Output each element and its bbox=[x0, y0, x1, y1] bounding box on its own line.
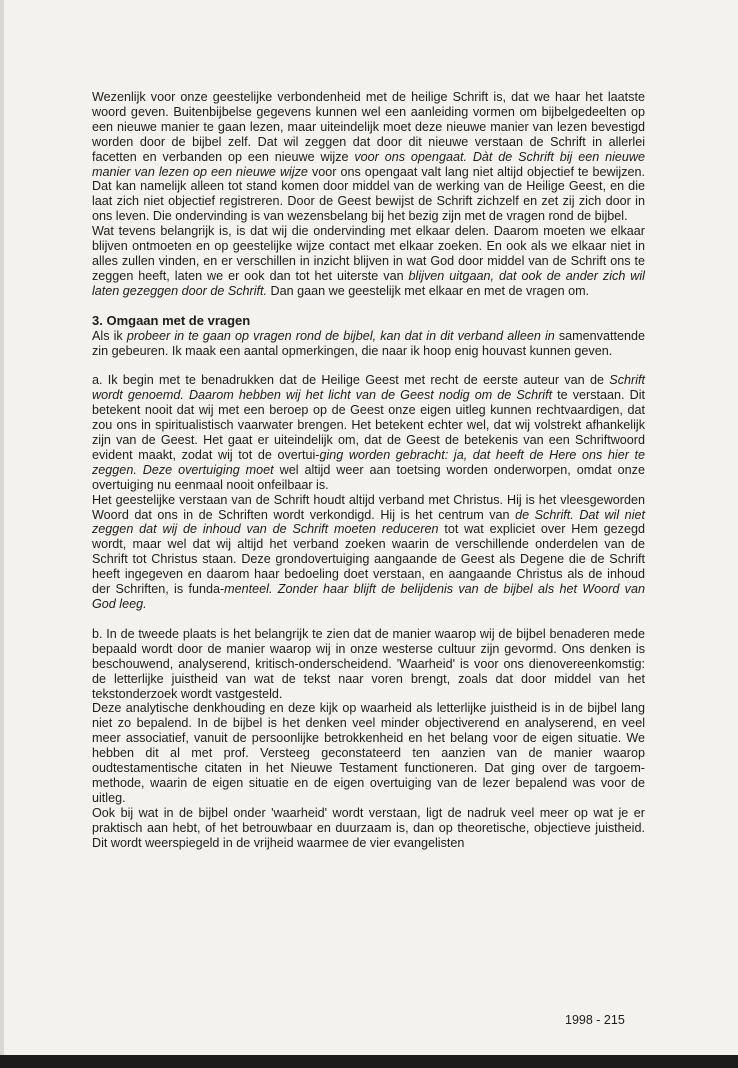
page-left-edge bbox=[0, 0, 4, 1068]
paragraph-intro-1: Wezenlijk voor onze geestelijke verbondenheid met de heilige Schrift is, dat we haar het laatste woord geven. Buitenbijbelse gegevens kunnen wel een aanleiding vormen om bijbelgedeelten op een nieuwe manier te gaan lezen, maar uiteindelijk moet deze nieuwe manier van lezen bevestigd worden door de bijbel zelf. Dat wil zeggen dat door dit nieuwe verstaan de Schrift in allerlei facetten en verbanden op een nieuwe wijze voor ons opengaat. Dàt de Schrift bij een nieuwe manier van lezen op een nieuwe wijze voor ons opengaat valt lang niet altijd objectief te bewijzen. Dat kan namelijk alleen tot stand komen door middel van de werking van de Heilige Geest, en die laat zich niet objectief registreren. Door de Geest bewijst de Schrift zichzelf en zet zij zich door in ons leven. Die ondervinding is van wezensbelang bij het bezig zijn met de vragen rond de bijbel. bbox=[92, 90, 645, 224]
section-heading: 3. Omgaan met de vragen bbox=[92, 312, 251, 328]
point-b-paragraph-3: Ook bij wat in de bijbel onder 'waarheid' wordt verstaan, ligt de nadruk veel meer op wat je er praktisch aan hebt, of het betrouwbaar en duurzaam is, dan op theoretische, objectieve juistheid. Dit wordt weerspiegeld in de vrijheid waarmee de vier evangelisten bbox=[92, 805, 645, 850]
page-number: 1998 - 215 bbox=[565, 1013, 625, 1027]
page-bottom-edge bbox=[0, 1055, 738, 1068]
section-intro: Als ik probeer in te gaan op vragen rond de bijbel, kan dat in dit verband alleen in samenvattende zin gebeuren. Ik maak een aantal opmerkingen, die naar ik hoop enig houvast kunnen geven. bbox=[92, 328, 645, 358]
point-b-paragraph-2: Deze analytische denkhouding en deze kijk op waarheid als letterlijke juistheid is in de bijbel lang niet zo bepalend. In de bijbel is het denken veel minder objectiverend en analyserend, en veel meer associatief, vanuit de persoonlijke betrokkenheid en het belang voor de eigen situatie. We hebben dit al met prof. Versteeg geconstateerd ten aanzien van de manier waarop oudtestamentische citaten in het Nieuwe Testament functioneren. Dat ging over de targoem-methode, waarin de eigen situatie en de eigen overtuiging van de lezer bepalend was voor de uitleg. bbox=[92, 701, 645, 805]
point-a-paragraph-2: Het geestelijke verstaan van de Schrift houdt altijd verband met Christus. Hij is het vleesgeworden Woord dat ons in de Schriften wordt verkondigd. Hij is het centrum van de Schrift. Dat wil niet zeggen dat wij de inhoud van de Schrift moeten reduceren tot wat expliciet over Hem gezegd wordt, maar wel dat wij altijd het verband zoeken waarin de verschillende onderdelen van de Schrift tot Christus staan. Deze grondovertuiging aangaande de Geest als Degene die de Schrift heeft ingegeven en daarom haar bedoeling doet verstaan, en aangaande Christus als de inhoud der Schriften, is funda-menteel. Zonder haar blijft de belijdenis van de bijbel als het Woord van God leeg. bbox=[92, 492, 645, 611]
point-a-paragraph-1: a. Ik begin met te benadrukken dat de Heilige Geest met recht de eerste auteur van de Schrift wordt genoemd. Daarom hebben wij het licht van de Geest nodig om de Schrift te verstaan. Dit betekent nooit dat wij met een beroep op de Geest onze eigen uitleg kunnen rechtvaardigen, dat zou ons in spiritualistisch vaarwater brengen. Het betekent echter wel, dat wij volstrekt afhankelijk zijn van de Geest. Het gaat er uiteindelijk om, dat de Geest de betekenis van een Schriftwoord evident maakt, zodat wij tot de overtui-ging worden gebracht: ja, dat heeft de Here ons hier te zeggen. Deze overtuiging moet wel altijd weer aan toetsing worden onderworpen, omdat onze overtuiging nu eenmaal nooit onfeilbaar is. bbox=[92, 373, 645, 492]
paragraph-intro-2: Wat tevens belangrijk is, is dat wij die ondervinding met elkaar delen. Daarom moeten we elkaar blijven ontmoeten en op geestelijke wijze contact met elkaar zoeken. En ook als we elkaar niet in alles zullen vinden, en er verschillen in inzicht blijven in wat God door middel van de Schrift ons te zeggen heeft, laten we er ook dan tot het uiterste van blijven uitgaan, dat ook de ander zich wil laten gezeggen door de Schrift. Dan gaan we geestelijk met elkaar en met de vragen om. bbox=[92, 224, 645, 298]
point-b-paragraph-1: b. In de tweede plaats is het belangrijk te zien dat de manier waarop wij de bijbel benaderen mede bepaald wordt door de manier waarop wij in onze westerse cultuur zijn gevormd. Ons denken is beschouwend, analyserend, kritisch-onderscheidend. 'Waarheid' is voor ons dienovereenkomstig: de letterlijke juistheid van wat de tekst naar voren brengt, zoals dat door middel van het tekstonderzoek wordt vastgesteld. bbox=[92, 626, 645, 701]
article-body bbox=[92, 90, 645, 851]
